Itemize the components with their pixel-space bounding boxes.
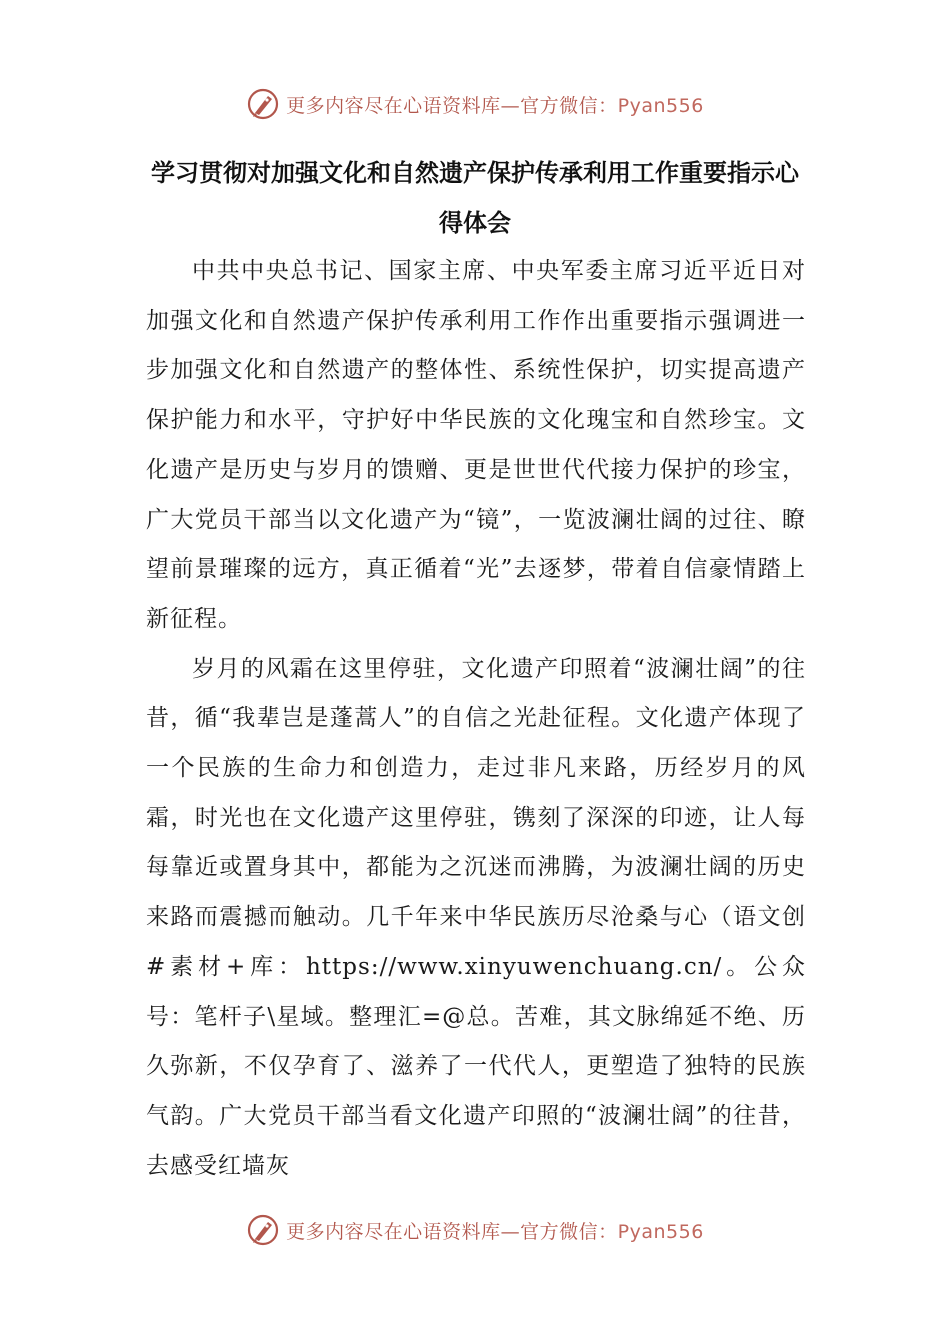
- paragraph-1: 中共中央总书记、国家主席、中央军委主席习近平近日对加强文化和自然遗产保护传承利用工作作出重要指示强调进一步加强文化和自然遗产的整体性、系统性保护，切实提高遗产保护能力和水平，守护好中华民族的文化瑰宝和自然珍宝。文化遗产是历史与岁月的馈赠、更是世世代代接力保护的珍宝，广大党员干部当以文化遗产为“镜”，一览波澜壮阔的过往、瞭望前景璀璨的远方，真正循着“光”去逐梦，带着自信豪情踏上新征程。: [146, 258, 806, 632]
- header-banner: [0, 84, 950, 124]
- banner-brand: 更多内容尽在心语资料库—官方微信：: [286, 94, 618, 117]
- pen-nib-logo-icon: [246, 87, 280, 121]
- footer-banner: [0, 1210, 950, 1250]
- banner-wechat-id: Pyan556: [617, 94, 704, 117]
- banner-brand: 更多内容尽在心语资料库—官方微信：: [286, 1220, 618, 1243]
- page-title: 学习贯彻对加强文化和自然遗产保护传承利用工作重要指示心得体会: [151, 159, 799, 237]
- banner-text: [286, 1217, 704, 1244]
- pen-nib-logo-icon: [246, 1213, 280, 1247]
- banner-wechat-id: Pyan556: [617, 1220, 704, 1243]
- document-body: [146, 247, 806, 1191]
- banner-text: [286, 91, 704, 118]
- paragraph-2: 岁月的风霜在这里停驻，文化遗产印照着“波澜壮阔”的往昔，循“我辈岂是蓬蒿人”的自信之光赴征程。文化遗产体现了一个民族的生命力和创造力，走过非凡来路，历经岁月的风霜，时光也在文化遗产这里停驻，镌刻了深深的印迹，让人每每靠近或置身其中，都能为之沉迷而沸腾，为波澜壮阔的历史来路而震撼而触动。几千年来中华民族历尽沧桑与心（语文创#素材+库：https://www.xinyuwenchuang.cn/。公众号：笔杆子\星域。整理汇=@总。苦难，其文脉绵延不绝、历久弥新，不仅孕育了、滋养了一代代人，更塑造了独特的民族气韵。广大党员干部当看文化遗产印照的“波澜壮阔”的往昔，去感受红墙灰: [146, 655, 806, 1179]
